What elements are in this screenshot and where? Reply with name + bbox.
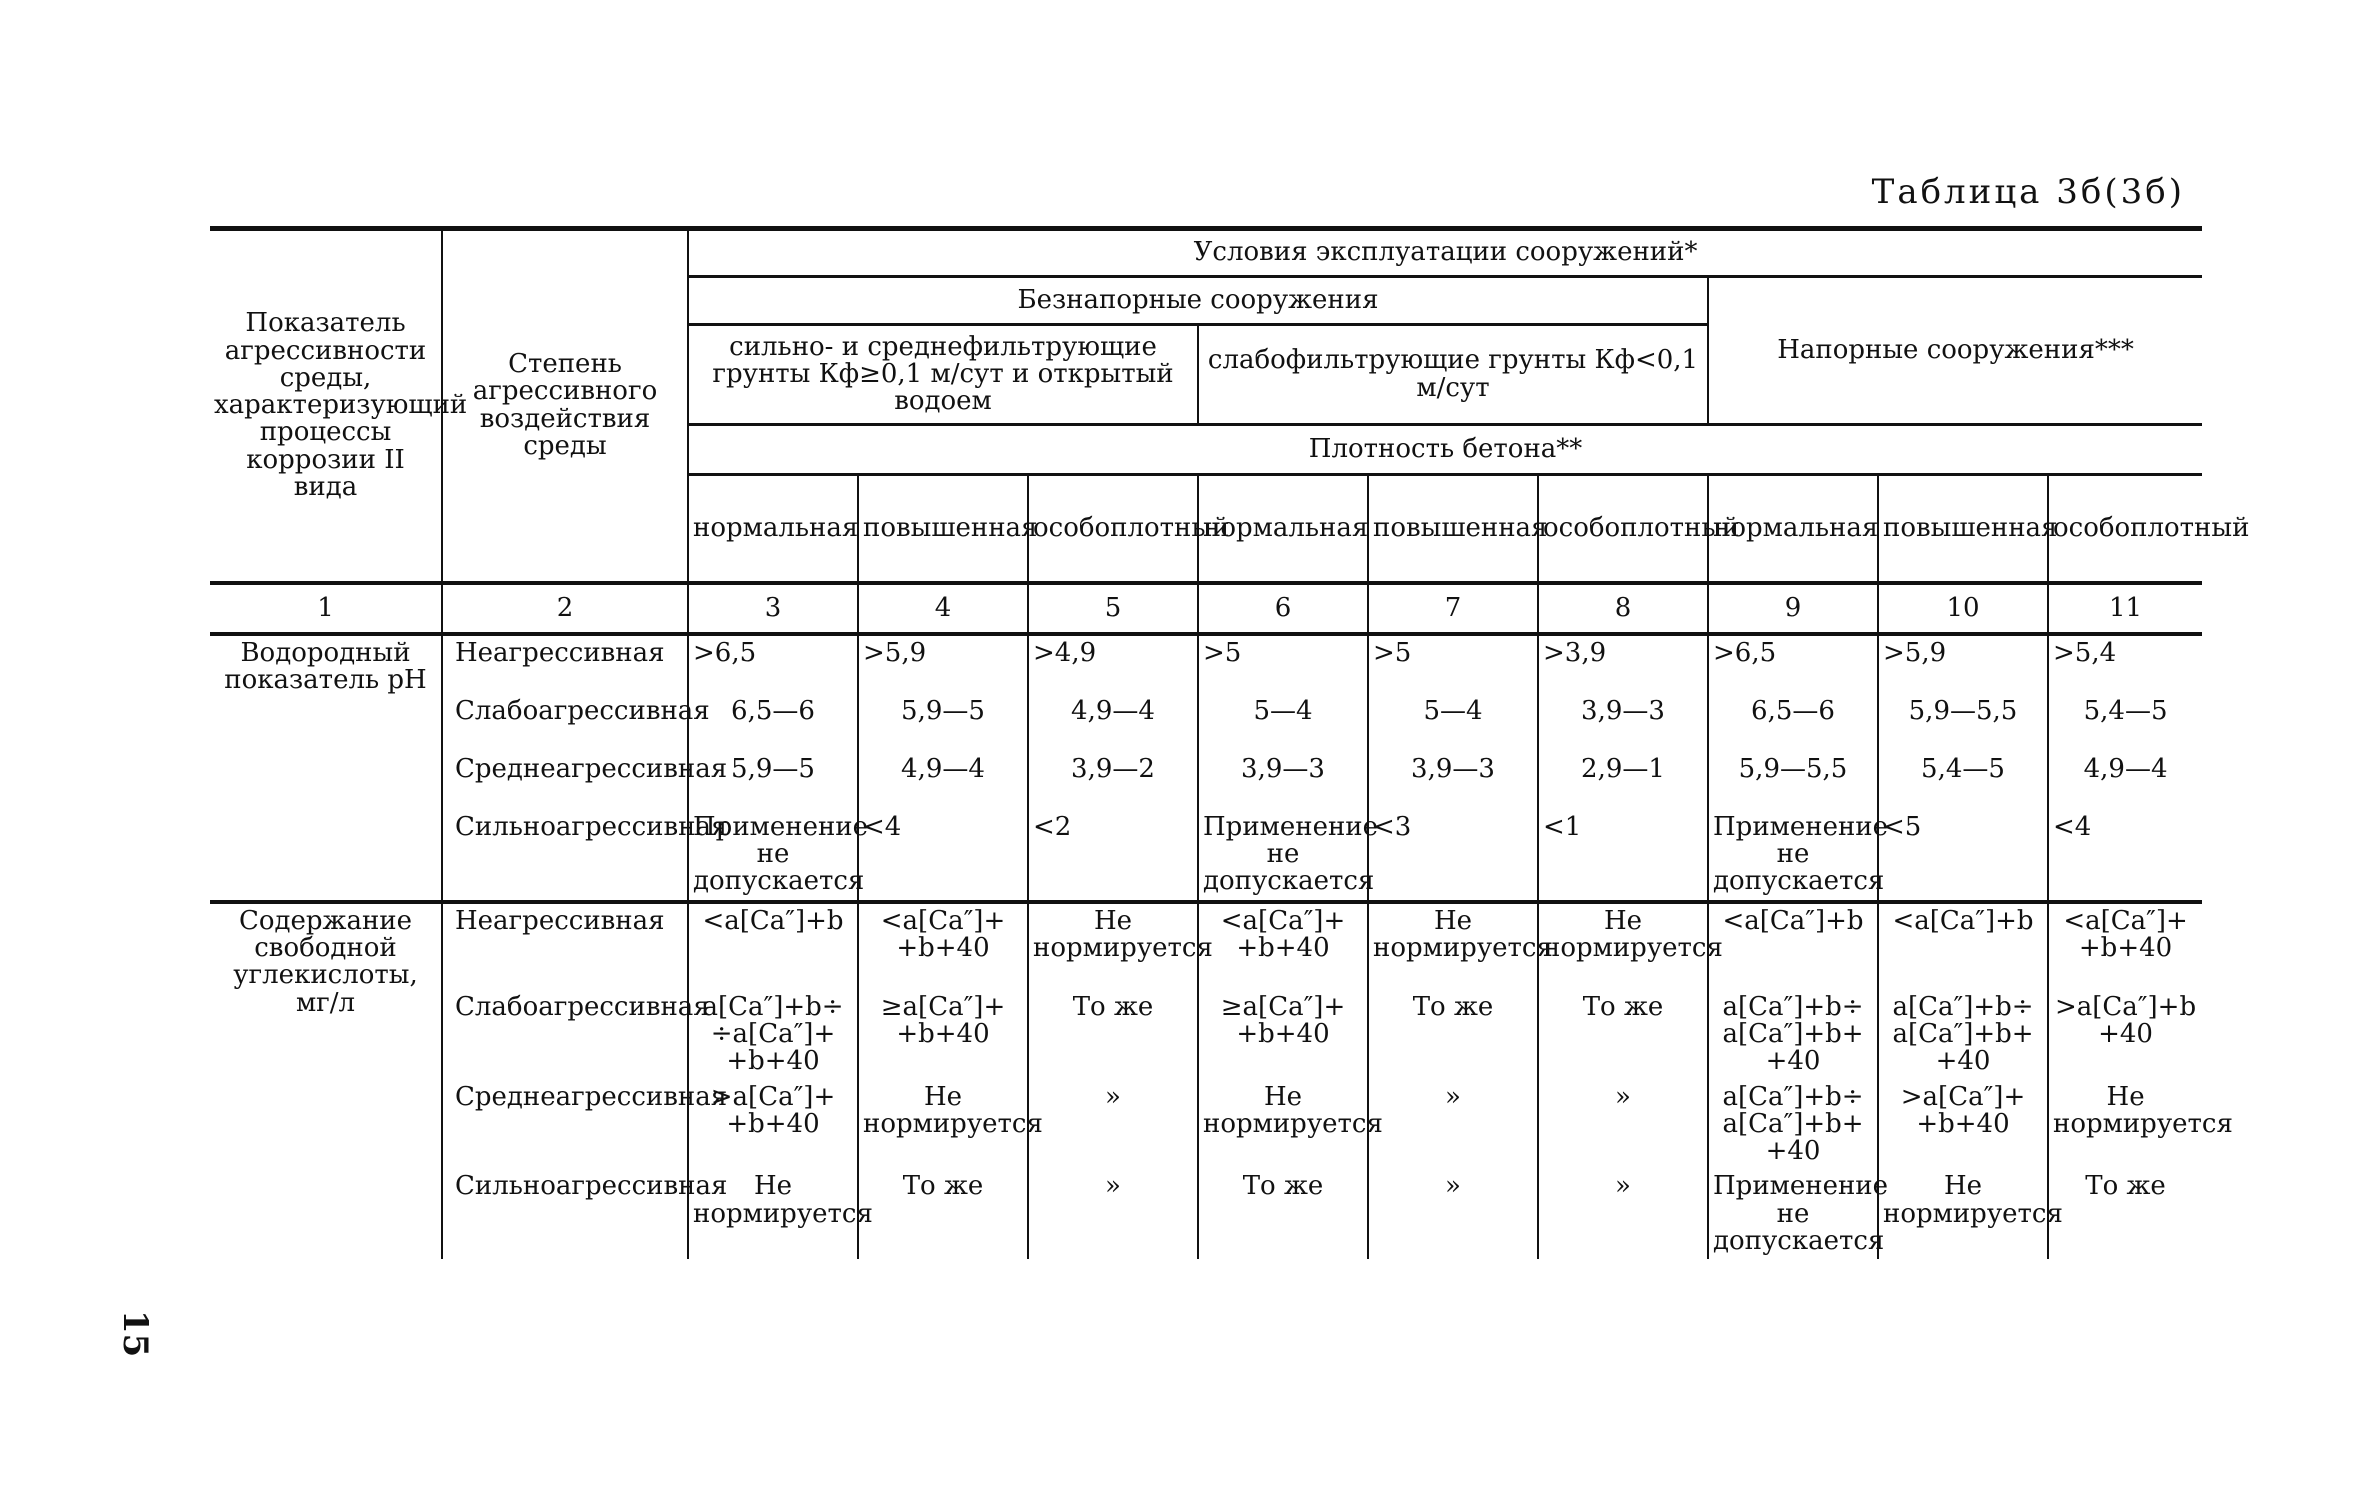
value-cell: <a[Ca″]+ +b+40 [1198, 902, 1368, 990]
value-cell: То же [1028, 990, 1198, 1080]
value-cell: <a[Ca″]+b [1878, 902, 2048, 990]
degree-label: Неагрессивная [455, 637, 665, 668]
value-cell: >a[Ca″]+b +40 [2048, 990, 2202, 1080]
value-cell: <5 [1878, 810, 2048, 902]
value-cell: 5,4—5 [1878, 752, 2048, 810]
corrosion-table [210, 226, 2250, 1259]
header-strong-filtering: сильно- и среднефильтрующие грунты Кф≥0,1 м/сут и открытый водоем [688, 325, 1198, 425]
value-cell: То же [2048, 1169, 2202, 1259]
degree-cell [442, 694, 710, 752]
header-conditions: Условия эксплуатации сооружений* [688, 229, 2202, 277]
value-cell: 5,4—5 [2048, 694, 2202, 752]
column-number-6: 6 [1198, 583, 1368, 634]
value-cell: >5,4 [2048, 634, 2202, 694]
value-cell: a[Ca″]+b÷ a[Ca″]+b+ +40 [1878, 990, 2048, 1080]
column-number-2: 2 [442, 583, 688, 634]
degree-cell [442, 990, 710, 1080]
value-cell: 5,9—5,5 [1878, 694, 2048, 752]
density-col-8: повышенная [1878, 475, 2048, 583]
value-cell: >6,5 [688, 634, 858, 694]
column-number-9: 9 [1708, 583, 1878, 634]
value-cell: >a[Ca″]+ +b+40 [688, 1080, 858, 1170]
value-cell: » [1028, 1080, 1198, 1170]
density-col-2: повышенная [858, 475, 1028, 583]
value-cell: <a[Ca″]+ +b+40 [2048, 902, 2202, 990]
value-cell: 2,9—1 [1538, 752, 1708, 810]
value-cell: Не нормируется [1028, 902, 1198, 990]
table-row [210, 634, 2202, 694]
density-col-3: особоплотный [1028, 475, 1198, 583]
column-number-10: 10 [1878, 583, 2048, 634]
density-col-4: нормальная [1198, 475, 1368, 583]
value-cell: Не нормируется [688, 1169, 858, 1259]
value-cell: То же [1538, 990, 1708, 1080]
ph_block-indicator: Водородный показатель pH [210, 634, 442, 902]
header-pressure: Напорные сооружения*** [1708, 277, 2202, 425]
value-cell: 6,5—6 [688, 694, 858, 752]
value-cell: 5,9—5,5 [1708, 752, 1878, 810]
value-cell: » [1028, 1169, 1198, 1259]
density-col-7: нормальная [1708, 475, 1878, 583]
value-cell: ≥a[Ca″]+ +b+40 [858, 990, 1028, 1080]
degree-cell [442, 810, 728, 902]
degree-label: Неагрессивная [455, 905, 665, 936]
degree-label: Среднеагрессивная [455, 753, 728, 784]
table-row [210, 1169, 2202, 1259]
density-col-1: нормальная [688, 475, 858, 583]
degree-cell [442, 1169, 728, 1259]
value-cell: 4,9—4 [1028, 694, 1198, 752]
value-cell: Применение не допускается [1708, 810, 1878, 902]
degree-cell [442, 902, 688, 990]
table-row [210, 752, 2202, 810]
value-cell: <a[Ca″]+b [1708, 902, 1878, 990]
value-cell: <4 [858, 810, 1028, 902]
value-cell: 3,9—2 [1028, 752, 1198, 810]
value-cell: 3,9—3 [1198, 752, 1368, 810]
value-cell: >5,9 [1878, 634, 2048, 694]
table-row [210, 990, 2202, 1080]
value-cell: >5 [1368, 634, 1538, 694]
degree-label: Слабоагрессивная [455, 991, 710, 1022]
value-cell: <a[Ca″]+b [688, 902, 858, 990]
page-number: 15 [115, 1310, 155, 1358]
table-caption: Таблица 3б(3б) [1871, 172, 2185, 212]
table-row [210, 694, 2202, 752]
degree-label: Слабоагрессивная [455, 695, 710, 726]
degree-cell [442, 752, 728, 810]
value-cell: >4,9 [1028, 634, 1198, 694]
value-cell: a[Ca″]+b÷ a[Ca″]+b+ +40 [1708, 990, 1878, 1080]
value-cell: a[Ca″]+b÷ ÷a[Ca″]+ +b+40 [688, 990, 858, 1080]
column-number-5: 5 [1028, 583, 1198, 634]
value-cell: » [1368, 1169, 1538, 1259]
degree-label: Среднеагрессивная [455, 1081, 728, 1112]
header-degree: Степень агрессивного воздействия среды [442, 229, 688, 583]
degree-label: Сильноагрессивная [455, 811, 728, 842]
column-number-8: 8 [1538, 583, 1708, 634]
value-cell: Применение не допускается [1198, 810, 1368, 902]
value-cell: 4,9—4 [2048, 752, 2202, 810]
value-cell: Применение не допускается [1708, 1169, 1878, 1259]
column-number-7: 7 [1368, 583, 1538, 634]
degree-cell [442, 634, 688, 694]
column-number-11: 11 [2048, 583, 2202, 634]
value-cell: Применение не допускается [688, 810, 858, 902]
value-cell: То же [1368, 990, 1538, 1080]
value-cell: Не нормируется [1878, 1169, 2048, 1259]
value-cell: >6,5 [1708, 634, 1878, 694]
value-cell: <1 [1538, 810, 1708, 902]
header-indicator: Показатель агрессивности среды, характеризующий процессы коррозии II вида [210, 229, 442, 583]
table-row [210, 1080, 2202, 1170]
value-cell: 3,9—3 [1538, 694, 1708, 752]
value-cell: » [1538, 1169, 1708, 1259]
value-cell: Не нормируется [858, 1080, 1028, 1170]
value-cell: 4,9—4 [858, 752, 1028, 810]
table-row [210, 902, 2202, 990]
value-cell: То же [1198, 1169, 1368, 1259]
column-number-4: 4 [858, 583, 1028, 634]
value-cell: То же [858, 1169, 1028, 1259]
column-number-1: 1 [210, 583, 442, 634]
co2_block-indicator: Содержание свободной углекислоты, мг/л [210, 902, 442, 1260]
value-cell: 5,9—5 [858, 694, 1028, 752]
value-cell: <a[Ca″]+ +b+40 [858, 902, 1028, 990]
value-cell: <4 [2048, 810, 2202, 902]
value-cell: Не нормируется [1538, 902, 1708, 990]
header-nonpressure: Безнапорные сооружения [688, 277, 1708, 325]
value-cell: <3 [1368, 810, 1538, 902]
value-cell: Не нормируется [1368, 902, 1538, 990]
value-cell: >3,9 [1538, 634, 1708, 694]
degree-cell [442, 1080, 728, 1170]
value-cell: 6,5—6 [1708, 694, 1878, 752]
header-weak-filtering: слабофильтрующие грунты Кф<0,1 м/сут [1198, 325, 1708, 425]
value-cell: >5,9 [858, 634, 1028, 694]
header-density: Плотность бетона** [688, 425, 2202, 475]
value-cell: Не нормируется [2048, 1080, 2202, 1170]
value-cell: 5—4 [1198, 694, 1368, 752]
value-cell: <2 [1028, 810, 1198, 902]
density-col-9: особоплотный [2048, 475, 2202, 583]
density-col-6: особоплотный [1538, 475, 1708, 583]
value-cell: 5—4 [1368, 694, 1538, 752]
column-number-3: 3 [688, 583, 858, 634]
value-cell: » [1538, 1080, 1708, 1170]
degree-label: Сильноагрессивная [455, 1171, 728, 1202]
value-cell: » [1368, 1080, 1538, 1170]
value-cell: 5,9—5 [688, 752, 858, 810]
value-cell: 3,9—3 [1368, 752, 1538, 810]
value-cell: Не нормируется [1198, 1080, 1368, 1170]
value-cell: ≥a[Ca″]+ +b+40 [1198, 990, 1368, 1080]
value-cell: >a[Ca″]+ +b+40 [1878, 1080, 2048, 1170]
density-col-5: повышенная [1368, 475, 1538, 583]
table-row [210, 810, 2202, 902]
value-cell: >5 [1198, 634, 1368, 694]
value-cell: a[Ca″]+b÷ a[Ca″]+b+ +40 [1708, 1080, 1878, 1170]
